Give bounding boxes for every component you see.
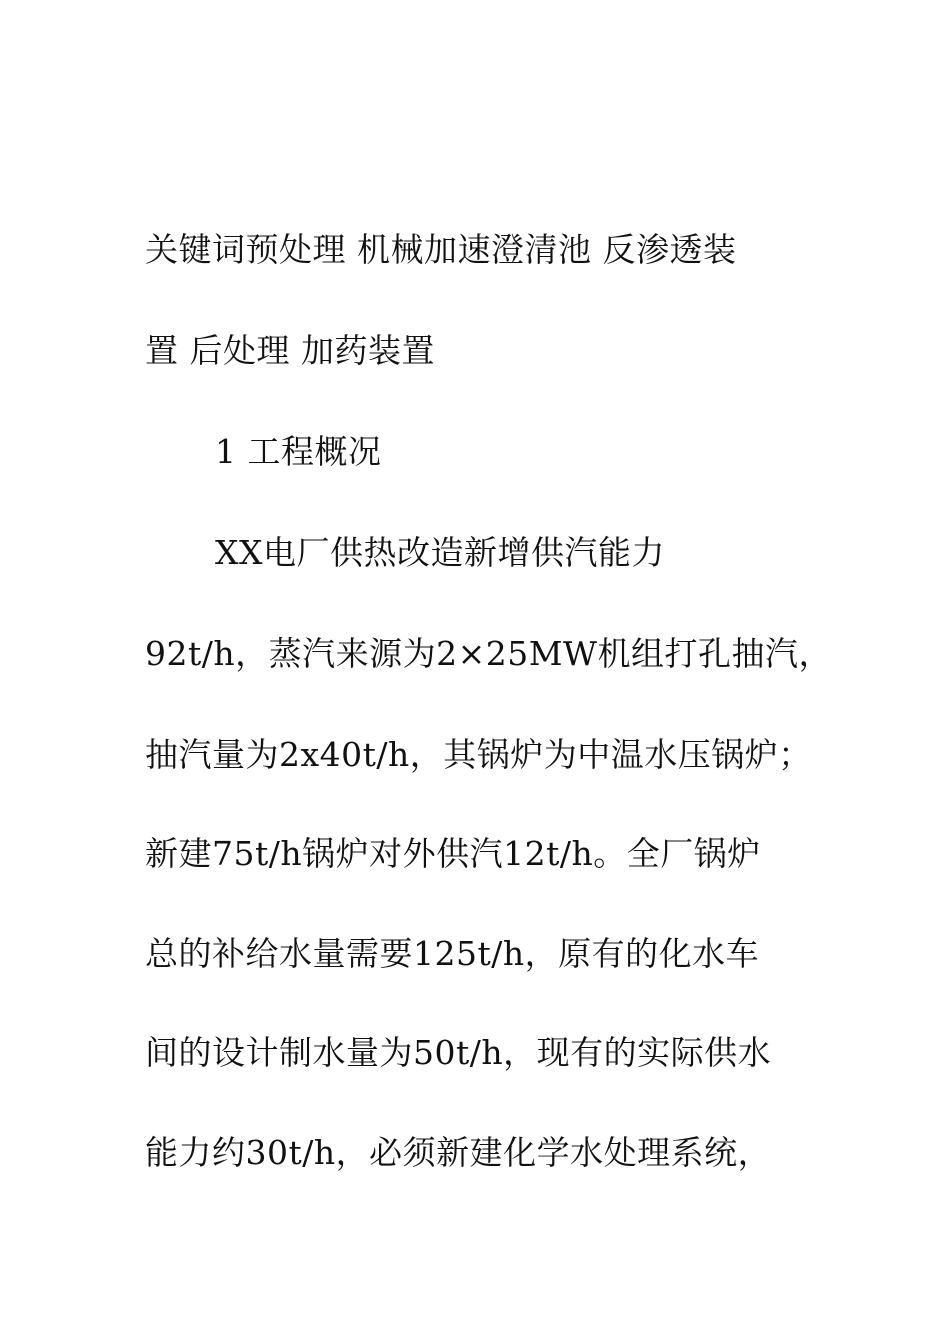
paragraph-line-3: 抽汽量为2x40t/h，其锅炉为中温水压锅炉； <box>145 735 812 774</box>
paragraph-line-2: 92t/h，蒸汽来源为2×25MW机组打孔抽汽， <box>145 634 832 673</box>
paragraph-line-6: 间的设计制水量为50t/h，现有的实际供水 <box>145 1033 772 1072</box>
paragraph-line-5: 总的补给水量需要125t/h，原有的化水车 <box>145 934 760 973</box>
paragraph-line-7: 能力约30t/h，必须新建化学水处理系统， <box>145 1133 772 1172</box>
keywords-line-2: 置 后处理 加药装置 <box>145 331 435 370</box>
keywords-line-1: 关键词预处理 机械加速澄清池 反渗透装 <box>145 230 737 269</box>
paragraph-line-4: 新建75t/h锅炉对外供汽12t/h。全厂锅炉 <box>145 834 761 873</box>
paragraph-line-1: XX电厂供热改造新增供汽能力 <box>215 533 665 572</box>
section-heading: 1 工程概况 <box>215 432 382 471</box>
